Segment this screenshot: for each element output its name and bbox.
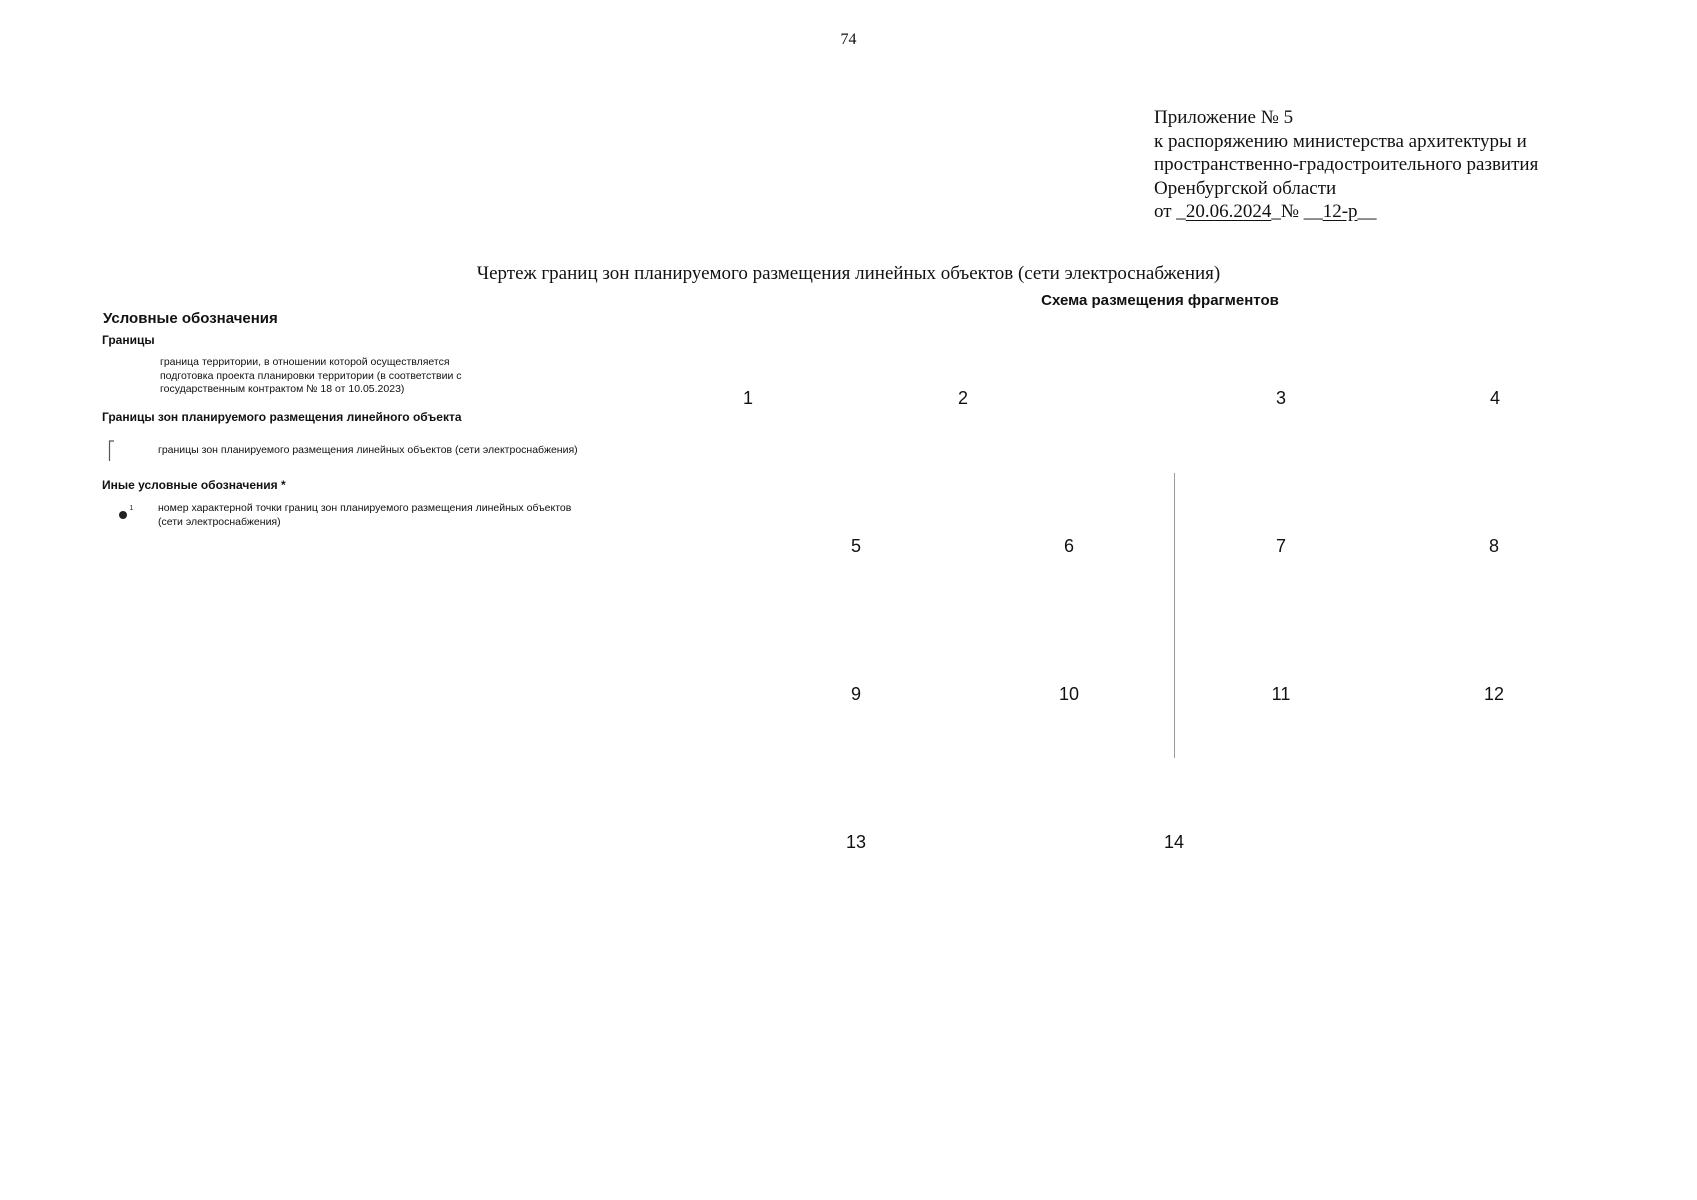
appendix-line-1: Приложение № 5 xyxy=(1154,107,1294,128)
number-prefix: _№ __ xyxy=(1271,201,1323,222)
fragment-3[interactable]: 3 xyxy=(1275,388,1286,408)
appendix-date-line xyxy=(1154,200,1538,224)
fragment-6[interactable]: 6 xyxy=(1063,536,1074,556)
date-prefix: от _ xyxy=(1154,201,1186,222)
legend-heading-boundaries: Границы xyxy=(102,333,155,347)
legend-text-line: граница территории, в отношении которой осуществляется xyxy=(160,356,450,368)
legend-text-line: государственным контрактом № 18 от 10.05.2023) xyxy=(160,383,405,395)
fragment-4[interactable]: 4 xyxy=(1489,388,1500,408)
fragment-1[interactable]: 1 xyxy=(742,388,753,408)
legend-text-points xyxy=(158,502,571,529)
fragment-9[interactable]: 9 xyxy=(850,684,861,704)
fragment-14[interactable]: 14 xyxy=(1163,832,1185,852)
legend-text-zones xyxy=(158,444,578,458)
document-title: Чертеж границ зон планируемого размещения линейных объектов (сети электроснабжения) xyxy=(476,263,1221,284)
page-number: 74 xyxy=(840,31,857,48)
appendix-line-4: Оренбургской области xyxy=(1154,177,1337,199)
point-symbol-label: 1 xyxy=(129,505,134,512)
zone-boundary-symbol-icon xyxy=(108,440,116,462)
legend-title: Условные обозначения xyxy=(103,310,278,327)
characteristic-point-icon xyxy=(117,504,137,520)
legend-text-line: (сети электроснабжения) xyxy=(158,515,281,528)
appendix-line-3: пространственно-градостроительного развития xyxy=(1154,154,1539,175)
legend-text-line: подготовка проекта планировки территории (в соответствии с xyxy=(160,369,462,382)
number-suffix: __ xyxy=(1357,201,1377,222)
fragment-2[interactable]: 2 xyxy=(957,388,968,408)
scheme-divider-line xyxy=(1174,473,1175,758)
fragment-10[interactable]: 10 xyxy=(1058,684,1080,704)
legend-heading-zones: Границы зон планируемого размещения линейного объекта xyxy=(102,410,462,424)
fragment-13[interactable]: 13 xyxy=(845,832,867,852)
appendix-block xyxy=(1154,106,1538,224)
legend-text-line: номер характерной точки границ зон планируемого размещения линейных объектов xyxy=(158,502,572,514)
legend-heading-other: Иные условные обозначения * xyxy=(102,478,286,492)
fragment-7[interactable]: 7 xyxy=(1275,536,1286,556)
legend-text-line: границы зон планируемого размещения линейных объектов (сети электроснабжения) xyxy=(158,444,578,456)
fragment-11[interactable]: 11 xyxy=(1271,684,1291,704)
fragment-12[interactable]: 12 xyxy=(1483,684,1505,704)
appendix-date: 20.06.2024 xyxy=(1185,201,1272,222)
appendix-line-2: к распоряжению министерства архитектуры и xyxy=(1154,130,1527,152)
legend-text-territory xyxy=(160,356,462,397)
fragment-8[interactable]: 8 xyxy=(1488,536,1499,556)
fragment-5[interactable]: 5 xyxy=(850,536,861,556)
appendix-number: 12-р xyxy=(1322,201,1358,222)
scheme-title: Схема размещения фрагментов xyxy=(1041,292,1279,309)
